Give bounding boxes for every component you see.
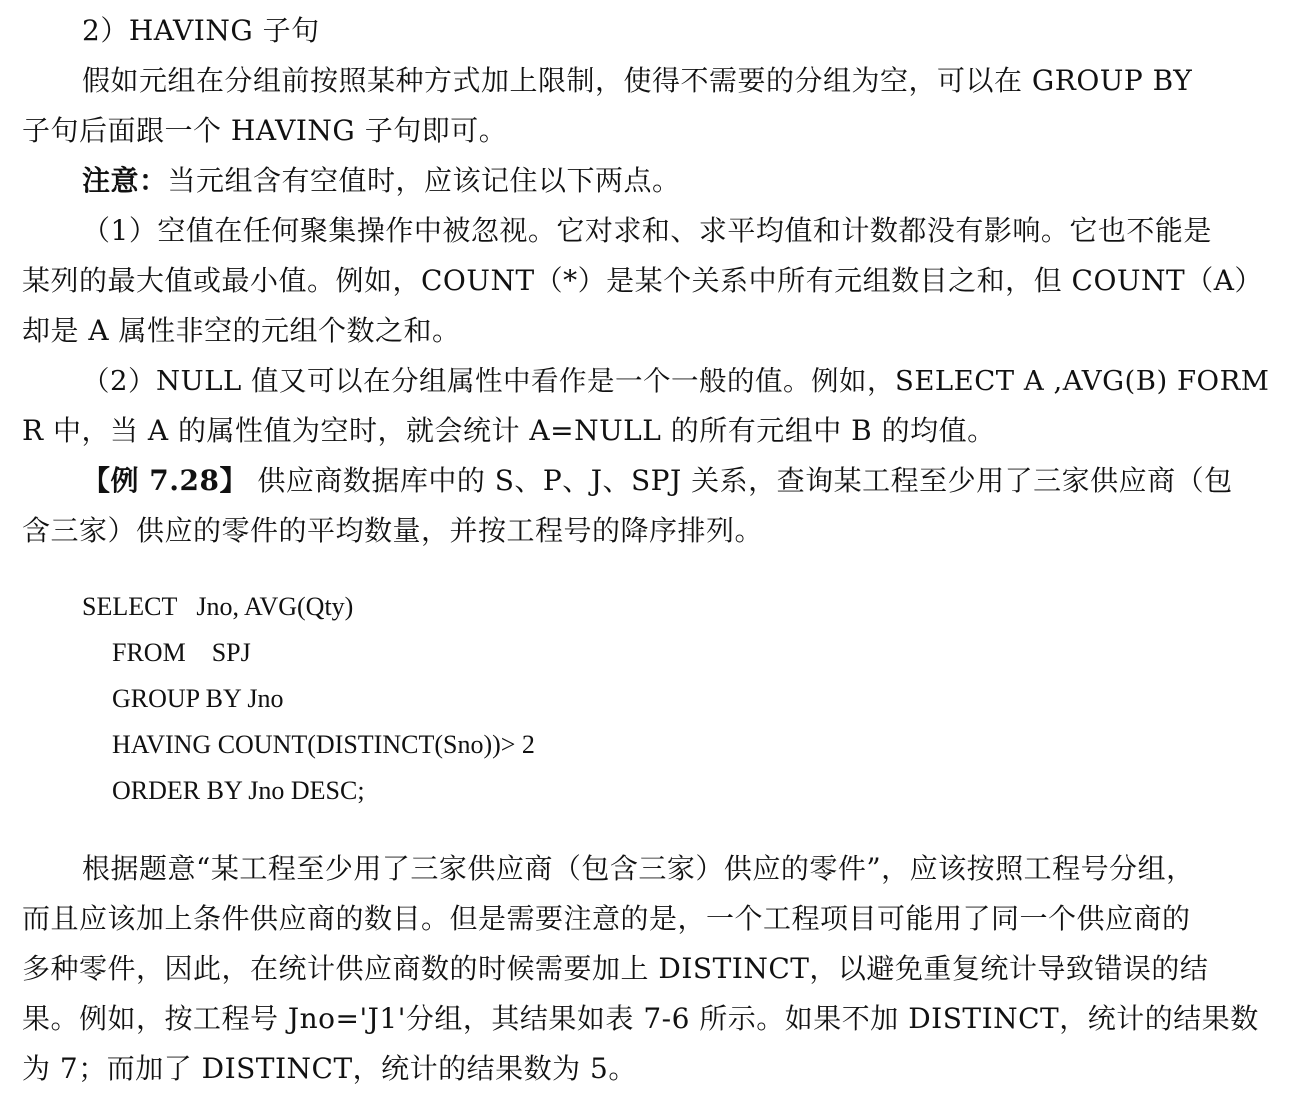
point-1-line-2: 某列的最大值或最小值。例如，COUNT（*）是某个关系中所有元组数目之和，但 COUNT（A）	[22, 264, 1263, 297]
example-text: 供应商数据库中的 S、P、J、SPJ 关系，查询某工程至少用了三家供应商（包	[247, 464, 1233, 497]
explanation-line-2: 而且应该加上条件供应商的数目。但是需要注意的是，一个工程项目可能用了同一个供应商的	[22, 902, 1191, 935]
code-line-group-by: GROUP BY Jno	[112, 684, 284, 713]
having-intro-line-2: 子句后面跟一个 HAVING 子句即可。	[22, 114, 508, 147]
note-text: 当元组含有空值时，应该记住以下两点。	[167, 164, 681, 197]
point-1-line-1: （1）空值在任何聚集操作中被忽视。它对求和、求平均值和计数都没有影响。它也不能是	[82, 214, 1212, 247]
example-line-2: 含三家）供应的零件的平均数量，并按工程号的降序排列。	[22, 514, 764, 547]
point-1-line-3: 却是 A 属性非空的元组个数之和。	[22, 314, 461, 347]
having-intro-line-1: 假如元组在分组前按照某种方式加上限制，使得不需要的分组为空，可以在 GROUP BY	[82, 64, 1193, 97]
point-2-line-2: R 中，当 A 的属性值为空时，就会统计 A=NULL 的所有元组中 B 的均值。	[22, 414, 996, 447]
explanation-line-4: 果。例如，按工程号 Jno='J1'分组，其结果如表 7-6 所示。如果不加 DISTINCT，统计的结果数	[22, 1002, 1259, 1035]
point-2-line-1: （2）NULL 值又可以在分组属性中看作是一个一般的值。例如，SELECT A ,AVG(B) FORM	[82, 365, 1270, 397]
explanation-line-5: 为 7；而加了 DISTINCT，统计的结果数为 5。	[22, 1052, 637, 1085]
note-label: 注意：	[82, 164, 168, 197]
spacer	[22, 814, 1272, 844]
explanation-line-1: 根据题意“某工程至少用了三家供应商（包含三家）供应的零件”，应该按照工程号分组，	[82, 852, 1195, 885]
code-line-having: HAVING COUNT(DISTINCT(Sno))> 2	[112, 730, 535, 759]
code-line-order-by: ORDER BY Jno DESC;	[112, 776, 365, 805]
sql-code-block	[22, 584, 1272, 814]
explanation-line-3: 多种零件，因此，在统计供应商数的时候需要加上 DISTINCT，以避免重复统计导致错误的结	[22, 952, 1209, 985]
note-paragraph	[22, 156, 1272, 206]
example-label: 【例 7.28】	[82, 464, 248, 497]
section-heading: 2）HAVING 子句	[82, 14, 320, 47]
code-line-from: FROM SPJ	[112, 638, 251, 667]
code-line-select: SELECT Jno, AVG(Qty)	[82, 592, 354, 621]
spacer	[22, 556, 1272, 584]
example-line-1	[22, 456, 1272, 506]
